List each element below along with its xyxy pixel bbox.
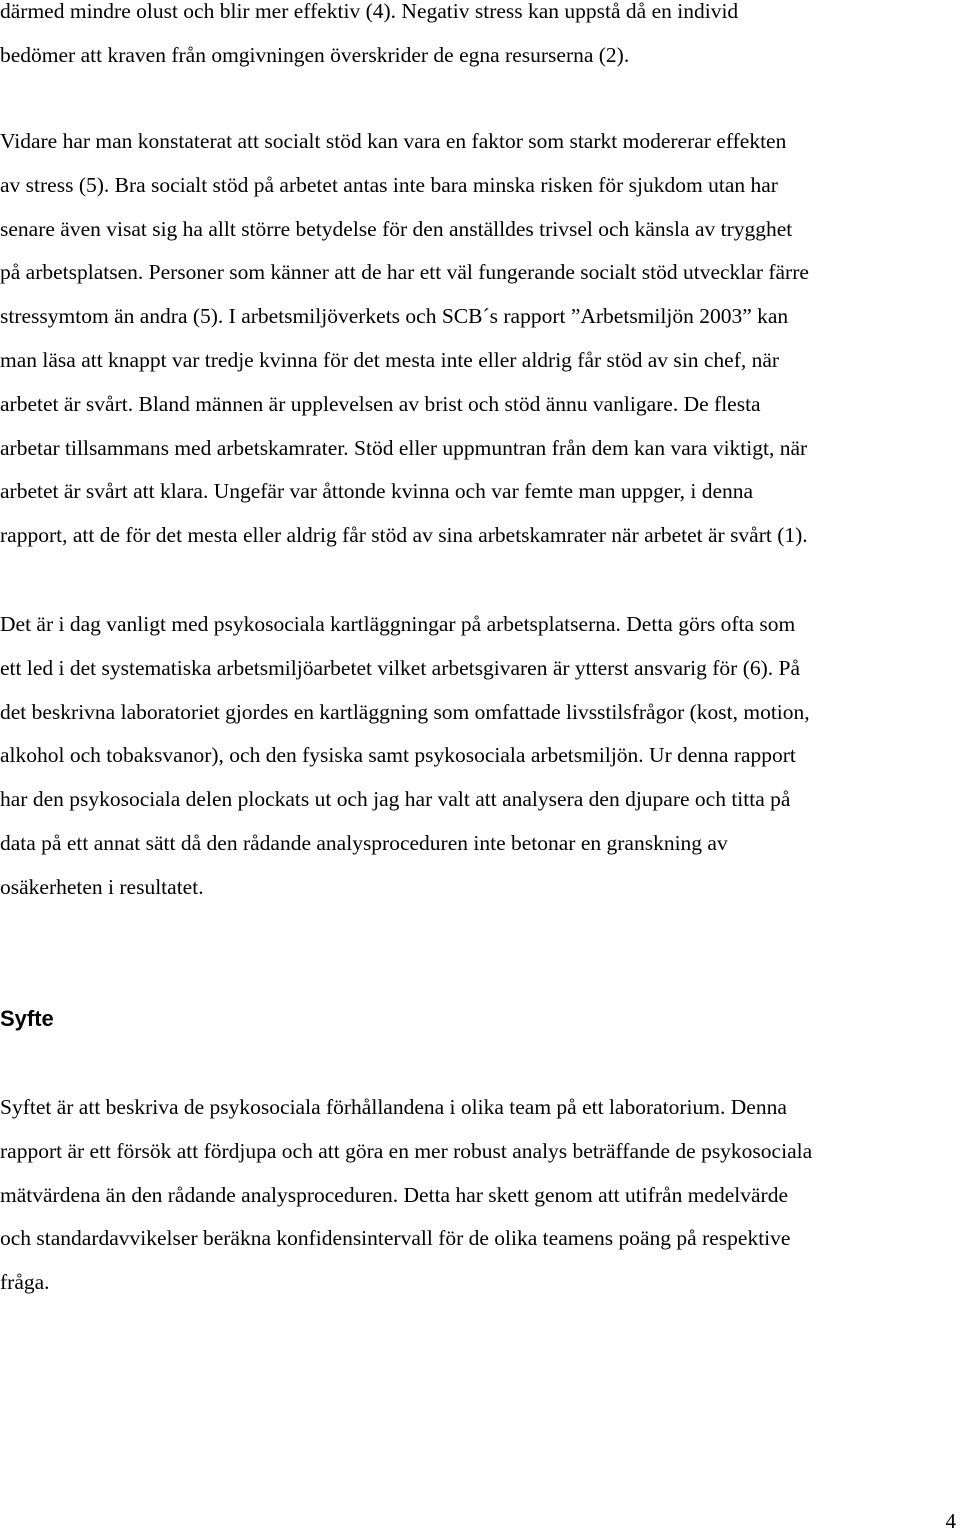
text-line: rapport är ett försök att fördjupa och att göra en mer robust analys beträffande de psykosociala (0, 1138, 813, 1163)
text-line: fråga. (0, 1270, 50, 1295)
text-line: arbetet är svårt att klara. Ungefär var åttonde kvinna och var femte man uppger, i denna (0, 479, 754, 504)
text-line: bedömer att kraven från omgivningen överskrider de egna resurserna (2). (0, 42, 630, 67)
page-number: 4 (945, 1509, 956, 1533)
text-line: rapport, att de för det mesta eller aldrig får stöd av sina arbetskamrater när arbetet är svårt (1). (0, 523, 808, 548)
paragraph-stress-intro (0, 0, 960, 78)
text-line: Vidare har man konstaterat att socialt stöd kan vara en faktor som starkt modererar effekten (0, 129, 787, 153)
text-line: osäkerheten i resultatet. (0, 874, 204, 899)
text-line: stressymtom än andra (5). I arbetsmiljöverkets och SCB´s rapport ”Arbetsmiljön 2003” kan (0, 304, 789, 329)
text-line: arbetar tillsammans med arbetskamrater. Stöd eller uppmuntran från dem kan vara viktigt, när (0, 435, 808, 460)
text-line: data på ett annat sätt då den rådande analysproceduren inte betonar en granskning av (0, 830, 728, 855)
text-line: har den psykosociala delen plockats ut och jag har valt att analysera den djupare och titta på (0, 787, 791, 812)
text-line: och standardavvikelser beräkna konfidensintervall för de olika teamens poäng på respektive (0, 1226, 791, 1251)
text-line: på arbetsplatsen. Personer som känner att de har ett väl fungerande socialt stöd utvecklar färre (0, 260, 809, 285)
text-line: alkohol och tobaksvanor), och den fysiska samt psykosociala arbetsmiljön. Ur denna rapport (0, 743, 796, 768)
section-heading-syfte: Syfte (0, 1006, 54, 1031)
text-line: senare även visat sig ha allt större betydelse för den anställdes trivsel och känsla av trygghet (0, 216, 793, 241)
paragraph-purpose (0, 1086, 960, 1305)
text-line: ett led i det systematiska arbetsmiljöarbetet vilket arbetsgivaren är ytterst ansvarig för (6). På (0, 655, 801, 680)
text-line: Det är i dag vanligt med psykosociala kartläggningar på arbetsplatserna. Detta görs ofta som (0, 612, 796, 636)
text-line: man läsa att knappt var tredje kvinna för det mesta inte eller aldrig får stöd av sin chef, när (0, 347, 780, 372)
text-line: mätvärdena än den rådande analysproceduren. Detta har skett genom att utifrån medelvärde (0, 1182, 788, 1207)
text-line: arbetet är svårt. Bland männen är upplevelsen av brist och stöd ännu vanligare. De flesta (0, 391, 761, 416)
paragraph-psychosocial-survey (0, 603, 960, 910)
paragraph-social-support (0, 120, 960, 558)
text-line: därmed mindre olust och blir mer effektiv (4). Negativ stress kan uppstå då en individ (0, 0, 739, 23)
text-line: av stress (5). Bra socialt stöd på arbetet antas inte bara minska risken för sjukdom utan har (0, 172, 778, 197)
text-line: Syftet är att beskriva de psykosociala förhållandena i olika team på ett laboratorium. Denna (0, 1095, 787, 1119)
text-line: det beskrivna laboratoriet gjordes en kartläggning som omfattade livsstilsfrågor (kost, motion, (0, 699, 810, 724)
